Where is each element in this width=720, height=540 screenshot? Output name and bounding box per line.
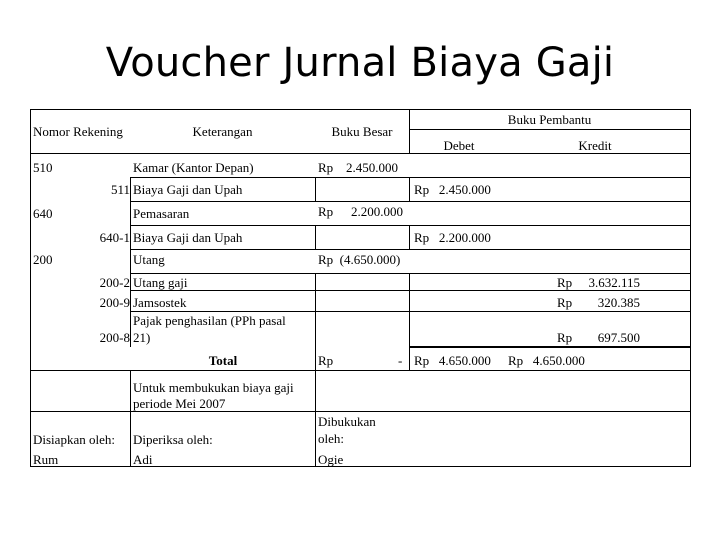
total-kredit: Rp 4.650.000 <box>508 353 585 368</box>
kredit-amount: 697.500 <box>597 330 640 345</box>
buku-besar-amount: 2.200.000 <box>351 204 403 219</box>
journal-note: Untuk membukukan biaya gaji <box>133 380 294 395</box>
buku-besar-amount: Rp (4.650.000) <box>318 252 401 267</box>
row-description: Pajak penghasilan (PPh pasal <box>133 313 286 328</box>
row-description: Biaya Gaji dan Upah <box>133 230 243 245</box>
row-description: Utang gaji <box>133 275 188 290</box>
prepared-by-name: Rum <box>33 452 59 467</box>
debet-amount: Rp 2.450.000 <box>414 182 491 197</box>
sub-account-number: 200-8 <box>99 330 130 345</box>
row-description: Biaya Gaji dan Upah <box>133 182 243 197</box>
checked-by-name: Adi <box>133 452 153 467</box>
journal-note-period: periode Mei 2007 <box>133 396 226 411</box>
row-description: Jamsostek <box>133 295 187 310</box>
page-title: Voucher Jurnal Biaya Gaji <box>105 40 615 86</box>
booked-by-label-continued: oleh: <box>318 431 344 446</box>
row-description: Kamar (Kantor Depan) <box>133 160 254 175</box>
header-debet: Debet <box>443 138 475 153</box>
buku-besar-currency: Rp <box>318 160 334 175</box>
debet-amount: Rp 2.200.000 <box>414 230 491 245</box>
kredit-amount: 320.385 <box>597 295 640 310</box>
sub-account-number: 640-1 <box>99 230 130 245</box>
sub-account-number: 200-2 <box>99 275 130 290</box>
sub-account-number: 200-9 <box>99 295 130 310</box>
header-keterangan: Keterangan <box>192 124 253 139</box>
total-buku-besar-amount: - <box>398 353 403 368</box>
header-buku-pembantu: Buku Pembantu <box>507 112 592 127</box>
total-debet: Rp 4.650.000 <box>414 353 491 368</box>
total-label: Total <box>208 353 238 368</box>
total-buku-besar-currency: Rp <box>318 353 334 368</box>
row-description: Pemasaran <box>133 206 190 221</box>
header-buku-besar: Buku Besar <box>331 124 393 139</box>
kredit-currency: Rp <box>557 295 573 310</box>
prepared-by-label: Disiapkan oleh: <box>33 432 115 447</box>
kredit-amount: 3.632.115 <box>588 275 640 290</box>
checked-by-label: Diperiksa oleh: <box>133 432 213 447</box>
kredit-currency: Rp <box>557 275 573 290</box>
row-description: Utang <box>133 252 165 267</box>
account-number: 200 <box>33 252 53 267</box>
account-number: 510 <box>33 160 53 175</box>
booked-by-name: Ogie <box>318 452 344 467</box>
buku-besar-currency: Rp <box>318 204 334 219</box>
row-description-continued: 21) <box>133 330 151 345</box>
sub-account-number: 511 <box>110 182 130 197</box>
buku-besar-amount: 2.450.000 <box>346 160 398 175</box>
booked-by-label: Dibukukan <box>318 414 376 429</box>
header-nomor-rekening: Nomor Rekening <box>33 124 123 139</box>
header-kredit: Kredit <box>578 138 612 153</box>
account-number: 640 <box>33 206 53 221</box>
kredit-currency: Rp <box>557 330 573 345</box>
